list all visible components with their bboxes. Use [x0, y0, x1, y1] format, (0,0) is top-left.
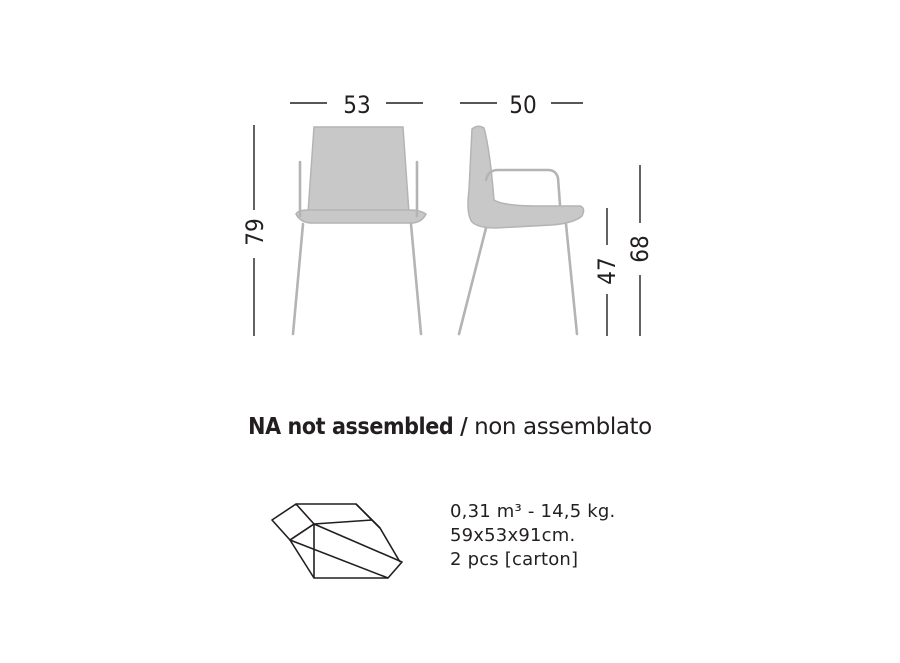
arm-height-label: 68	[626, 235, 654, 263]
packaging-volume-weight: 0,31 m³ - 14,5 kg.	[450, 501, 616, 522]
assembly-separator: /	[453, 414, 475, 440]
chair-side-view	[459, 126, 584, 334]
side-shell	[468, 126, 584, 228]
total-height-label: 79	[241, 218, 269, 246]
front-width-label: 53	[343, 91, 371, 119]
packaging-info	[450, 500, 615, 572]
packaging-carton-size: 59x53x91cm.	[450, 525, 576, 546]
assembly-code-label: NA not assembled	[248, 414, 454, 440]
side-back-leg	[566, 224, 577, 334]
side-front-leg	[459, 228, 486, 334]
seat-height-label: 47	[593, 257, 621, 285]
packaging-pieces: 2 pcs [carton]	[450, 549, 579, 570]
front-left-leg	[293, 224, 303, 334]
chair-front-view	[293, 127, 426, 334]
assembly-italian-label: non assemblato	[474, 414, 652, 440]
front-seat	[296, 210, 426, 223]
side-depth-label: 50	[509, 91, 537, 119]
assembly-note	[0, 414, 900, 440]
front-backrest	[308, 127, 409, 213]
side-armrest	[486, 170, 560, 205]
front-right-leg	[411, 224, 421, 334]
open-carton-box-icon	[268, 500, 408, 582]
